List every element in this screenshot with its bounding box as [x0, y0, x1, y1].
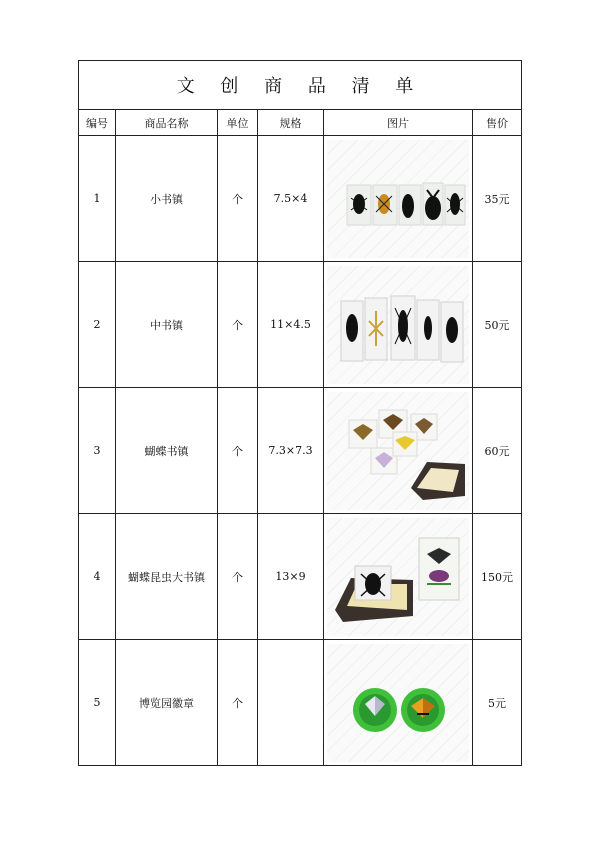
- item-unit: 个: [218, 388, 258, 514]
- header-name: 商品名称: [116, 110, 218, 136]
- item-no: 4: [79, 514, 116, 640]
- page-title: 文 创 商 品 清 单: [79, 61, 522, 110]
- item-image-cell: [324, 514, 473, 640]
- butterfly-paperweights-image: [327, 392, 469, 510]
- item-name: 博览园徽章: [116, 640, 218, 766]
- item-spec: 7.3×7.3: [258, 388, 324, 514]
- item-price: 35元: [473, 136, 522, 262]
- item-unit: 个: [218, 640, 258, 766]
- expo-park-badges-image: [327, 644, 469, 762]
- product-table: [78, 60, 522, 766]
- table-row: [79, 640, 522, 766]
- item-name: 蝴蝶昆虫大书镇: [116, 514, 218, 640]
- item-spec: [258, 640, 324, 766]
- item-name: 中书镇: [116, 262, 218, 388]
- header-unit: 单位: [218, 110, 258, 136]
- large-butterfly-insect-paperweights-image: [327, 518, 469, 636]
- header-price: 售价: [473, 110, 522, 136]
- item-price: 60元: [473, 388, 522, 514]
- item-name: 蝴蝶书镇: [116, 388, 218, 514]
- item-image-cell: [324, 262, 473, 388]
- item-price: 150元: [473, 514, 522, 640]
- item-spec: 11×4.5: [258, 262, 324, 388]
- item-image-cell: [324, 640, 473, 766]
- item-no: 5: [79, 640, 116, 766]
- item-price: 50元: [473, 262, 522, 388]
- table-row: [79, 388, 522, 514]
- item-spec: 13×9: [258, 514, 324, 640]
- medium-insect-paperweights-image: [327, 266, 469, 384]
- product-list-sheet: [78, 60, 521, 766]
- small-insect-paperweights-image: [327, 140, 469, 258]
- item-spec: 7.5×4: [258, 136, 324, 262]
- item-price: 5元: [473, 640, 522, 766]
- item-no: 3: [79, 388, 116, 514]
- header-spec: 规格: [258, 110, 324, 136]
- item-no: 1: [79, 136, 116, 262]
- item-unit: 个: [218, 262, 258, 388]
- header-no: 编号: [79, 110, 116, 136]
- item-image-cell: [324, 136, 473, 262]
- item-name: 小书镇: [116, 136, 218, 262]
- item-image-cell: [324, 388, 473, 514]
- header-row: [79, 110, 522, 136]
- table-row: [79, 262, 522, 388]
- item-unit: 个: [218, 514, 258, 640]
- item-unit: 个: [218, 136, 258, 262]
- table-row: [79, 514, 522, 640]
- table-row: [79, 136, 522, 262]
- item-no: 2: [79, 262, 116, 388]
- header-image: 图片: [324, 110, 473, 136]
